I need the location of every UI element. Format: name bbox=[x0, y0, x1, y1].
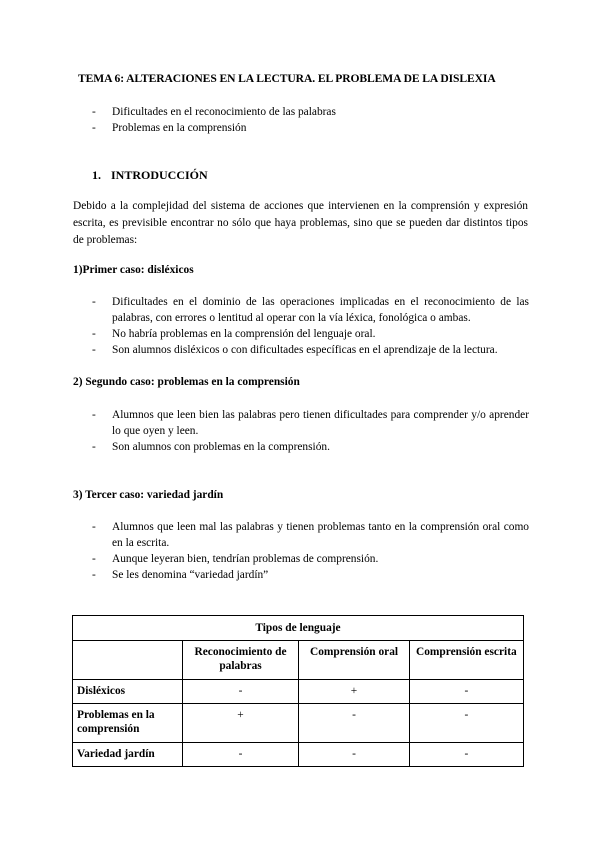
table-cell: - bbox=[182, 743, 299, 767]
language-types-table bbox=[72, 615, 524, 767]
table-cell: - bbox=[409, 743, 523, 767]
table-row bbox=[73, 704, 524, 743]
case1-heading: 1)Primer caso: disléxicos bbox=[73, 264, 194, 276]
case3-list bbox=[92, 519, 529, 583]
list-item: - Alumnos que leen mal las palabras y tienen problemas tanto en la comprensión oral como en la escrita. bbox=[92, 519, 529, 551]
list-item: - Se les denomina “variedad jardín” bbox=[92, 567, 529, 583]
table-cell: - bbox=[299, 743, 409, 767]
section-number: 1. bbox=[92, 168, 101, 182]
list-item: - Dificultades en el dominio de las operaciones implicadas en el reconocimiento de las palabras, con errores o lentitud al operar con la vía léxica, fonológica o ambas. bbox=[92, 294, 529, 326]
list-item: - Son alumnos con problemas en la comprensión. bbox=[92, 439, 529, 455]
list-item: - Dificultades en el reconocimiento de las palabras bbox=[92, 104, 532, 120]
table-cell: - bbox=[182, 680, 299, 704]
row-header: Disléxicos bbox=[73, 680, 183, 704]
table-cell: - bbox=[299, 704, 409, 743]
page-title: TEMA 6: ALTERACIONES EN LA LECTURA. EL PROBLEMA DE LA DISLEXIA bbox=[78, 72, 496, 85]
table-row bbox=[73, 680, 524, 704]
case1-list bbox=[92, 294, 529, 358]
row-header: Problemas en la comprensión bbox=[73, 704, 183, 743]
table-header-row bbox=[73, 641, 524, 680]
column-header: Comprensión oral bbox=[299, 641, 409, 680]
table-cell: + bbox=[182, 704, 299, 743]
table-cell: + bbox=[299, 680, 409, 704]
table-corner-cell bbox=[73, 641, 183, 680]
case3-heading: 3) Tercer caso: variedad jardín bbox=[73, 489, 224, 501]
topic-list bbox=[92, 104, 532, 136]
list-item: - Aunque leyeran bien, tendrían problemas de comprensión. bbox=[92, 551, 529, 567]
list-item: - No habría problemas en la comprensión del lenguaje oral. bbox=[92, 326, 529, 342]
column-header: Comprensión escrita bbox=[409, 641, 523, 680]
list-item: - Alumnos que leen bien las palabras pero tienen dificultades para comprender y/o aprender lo que oyen y leen. bbox=[92, 407, 529, 439]
column-header: Reconocimiento de palabras bbox=[182, 641, 299, 680]
list-item: - Problemas en la comprensión bbox=[92, 120, 532, 136]
section-title: INTRODUCCIÓN bbox=[111, 168, 208, 182]
table-cell: - bbox=[409, 704, 523, 743]
list-item: - Son alumnos disléxicos o con dificultades específicas en el aprendizaje de la lectura. bbox=[92, 342, 529, 358]
case2-heading: 2) Segundo caso: problemas en la comprensión bbox=[73, 376, 300, 388]
section-heading bbox=[92, 168, 208, 183]
row-header: Variedad jardín bbox=[73, 743, 183, 767]
intro-paragraph: Debido a la complejidad del sistema de acciones que intervienen en la comprensión y expresión escrita, es previsible encontrar no sólo que haya problemas, sino que se pueden dar distintos tipos de problemas: bbox=[73, 200, 528, 246]
table-caption: Tipos de lenguaje bbox=[73, 616, 524, 641]
table-row bbox=[73, 743, 524, 767]
table-cell: - bbox=[409, 680, 523, 704]
case2-list bbox=[92, 407, 529, 455]
